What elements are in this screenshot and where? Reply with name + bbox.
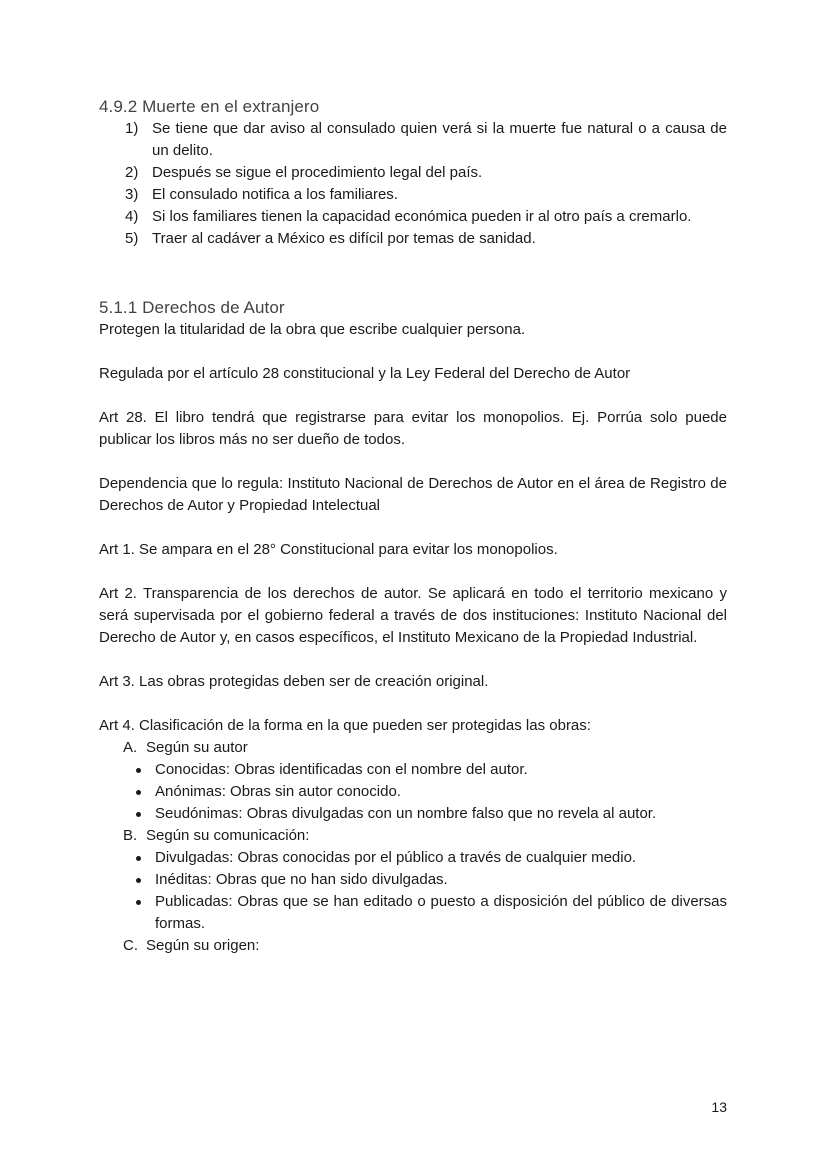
- list-item: [99, 759, 727, 781]
- heading-4-9-2: 4.9.2 Muerte en el extranjero: [99, 97, 320, 116]
- list-item: [99, 891, 727, 935]
- alpha-marker: B.: [123, 827, 138, 844]
- list-item-text: Después se sigue el procedimiento legal del país.: [152, 164, 483, 181]
- page-content: [99, 96, 727, 957]
- paragraph-protegen: Protegen la titularidad de la obra que escribe cualquier persona.: [99, 321, 526, 338]
- list-item: [99, 803, 727, 825]
- classification-item-c: [99, 935, 727, 957]
- paragraph-art-1: Art 1. Se ampara en el 28° Constitucional para evitar los monopolios.: [99, 541, 558, 558]
- alpha-label: Según su origen:: [146, 937, 260, 954]
- list-marker: 1): [125, 120, 139, 137]
- numbered-list-muerte-extranjero: [99, 118, 727, 250]
- list-item: [99, 869, 727, 891]
- bullet-text: Inéditas: Obras que no han sido divulgadas.: [155, 871, 448, 888]
- bullet-text: Divulgadas: Obras conocidas por el público a través de cualquier medio.: [155, 849, 637, 866]
- list-marker: 5): [125, 230, 139, 247]
- alpha-marker: C.: [123, 937, 138, 954]
- alpha-marker: A.: [123, 739, 138, 756]
- bullet-text: Anónimas: Obras sin autor conocido.: [155, 783, 401, 800]
- heading-5-1-1: 5.1.1 Derechos de Autor: [99, 298, 285, 317]
- list-item-text: Traer al cadáver a México es difícil por temas de sanidad.: [152, 230, 536, 247]
- page-number: 13: [711, 1099, 727, 1115]
- list-item-text: El consulado notifica a los familiares.: [152, 186, 398, 203]
- list-marker: 2): [125, 164, 139, 181]
- classification-item-a: [99, 737, 727, 759]
- list-item-text: Si los familiares tienen la capacidad económica pueden ir al otro país a cremarlo.: [152, 208, 692, 225]
- list-item: [99, 228, 727, 250]
- list-item-text: Se tiene que dar aviso al consulado quien verá si la muerte fue natural o a causa de un delito.: [152, 120, 727, 159]
- bullet-text: Conocidas: Obras identificadas con el nombre del autor.: [155, 761, 528, 778]
- bullet-dot-icon: [136, 790, 141, 795]
- list-marker: 3): [125, 186, 139, 203]
- bullet-list-a: [99, 759, 727, 825]
- paragraph-art-2: Art 2. Transparencia de los derechos de autor. Se aplicará en todo el territorio mexicano y será supervisada por el gobierno federal a través de dos instituciones: Instituto Nacional del Derecho de Autor y, en casos específicos, el Instituto Mexicano de la Propiedad Industrial.: [99, 585, 727, 646]
- list-item: [99, 781, 727, 803]
- bullet-dot-icon: [136, 900, 141, 905]
- bullet-dot-icon: [136, 878, 141, 883]
- bullet-dot-icon: [136, 812, 141, 817]
- section-spacer: [99, 250, 727, 297]
- list-marker: 4): [125, 208, 139, 225]
- bullet-dot-icon: [136, 856, 141, 861]
- list-item: [99, 118, 727, 162]
- alpha-label: Según su comunicación:: [146, 827, 310, 844]
- classification-list: [99, 737, 727, 957]
- alpha-label: Según su autor: [146, 739, 248, 756]
- bullet-dot-icon: [136, 768, 141, 773]
- paragraph-art-28: Art 28. El libro tendrá que registrarse para evitar los monopolios. Ej. Porrúa solo puede publicar los libros más no ser dueño de todos.: [99, 409, 727, 448]
- paragraph-regulada: Regulada por el artículo 28 constitucional y la Ley Federal del Derecho de Autor: [99, 365, 631, 382]
- classification-item-b: [99, 825, 727, 847]
- paragraph-art-4: Art 4. Clasificación de la forma en la que pueden ser protegidas las obras:: [99, 717, 591, 734]
- bullet-text: Publicadas: Obras que se han editado o puesto a disposición del público de diversas formas.: [155, 893, 727, 932]
- paragraph-dependencia: Dependencia que lo regula: Instituto Nacional de Derechos de Autor en el área de Registro de Derechos de Autor y Propiedad Intelectual: [99, 475, 727, 514]
- bullet-list-b: [99, 847, 727, 935]
- list-item: [99, 847, 727, 869]
- list-item: [99, 206, 727, 228]
- list-item: [99, 184, 727, 206]
- paragraph-art-3: Art 3. Las obras protegidas deben ser de creación original.: [99, 673, 489, 690]
- list-item: [99, 162, 727, 184]
- bullet-text: Seudónimas: Obras divulgadas con un nombre falso que no revela al autor.: [155, 805, 657, 822]
